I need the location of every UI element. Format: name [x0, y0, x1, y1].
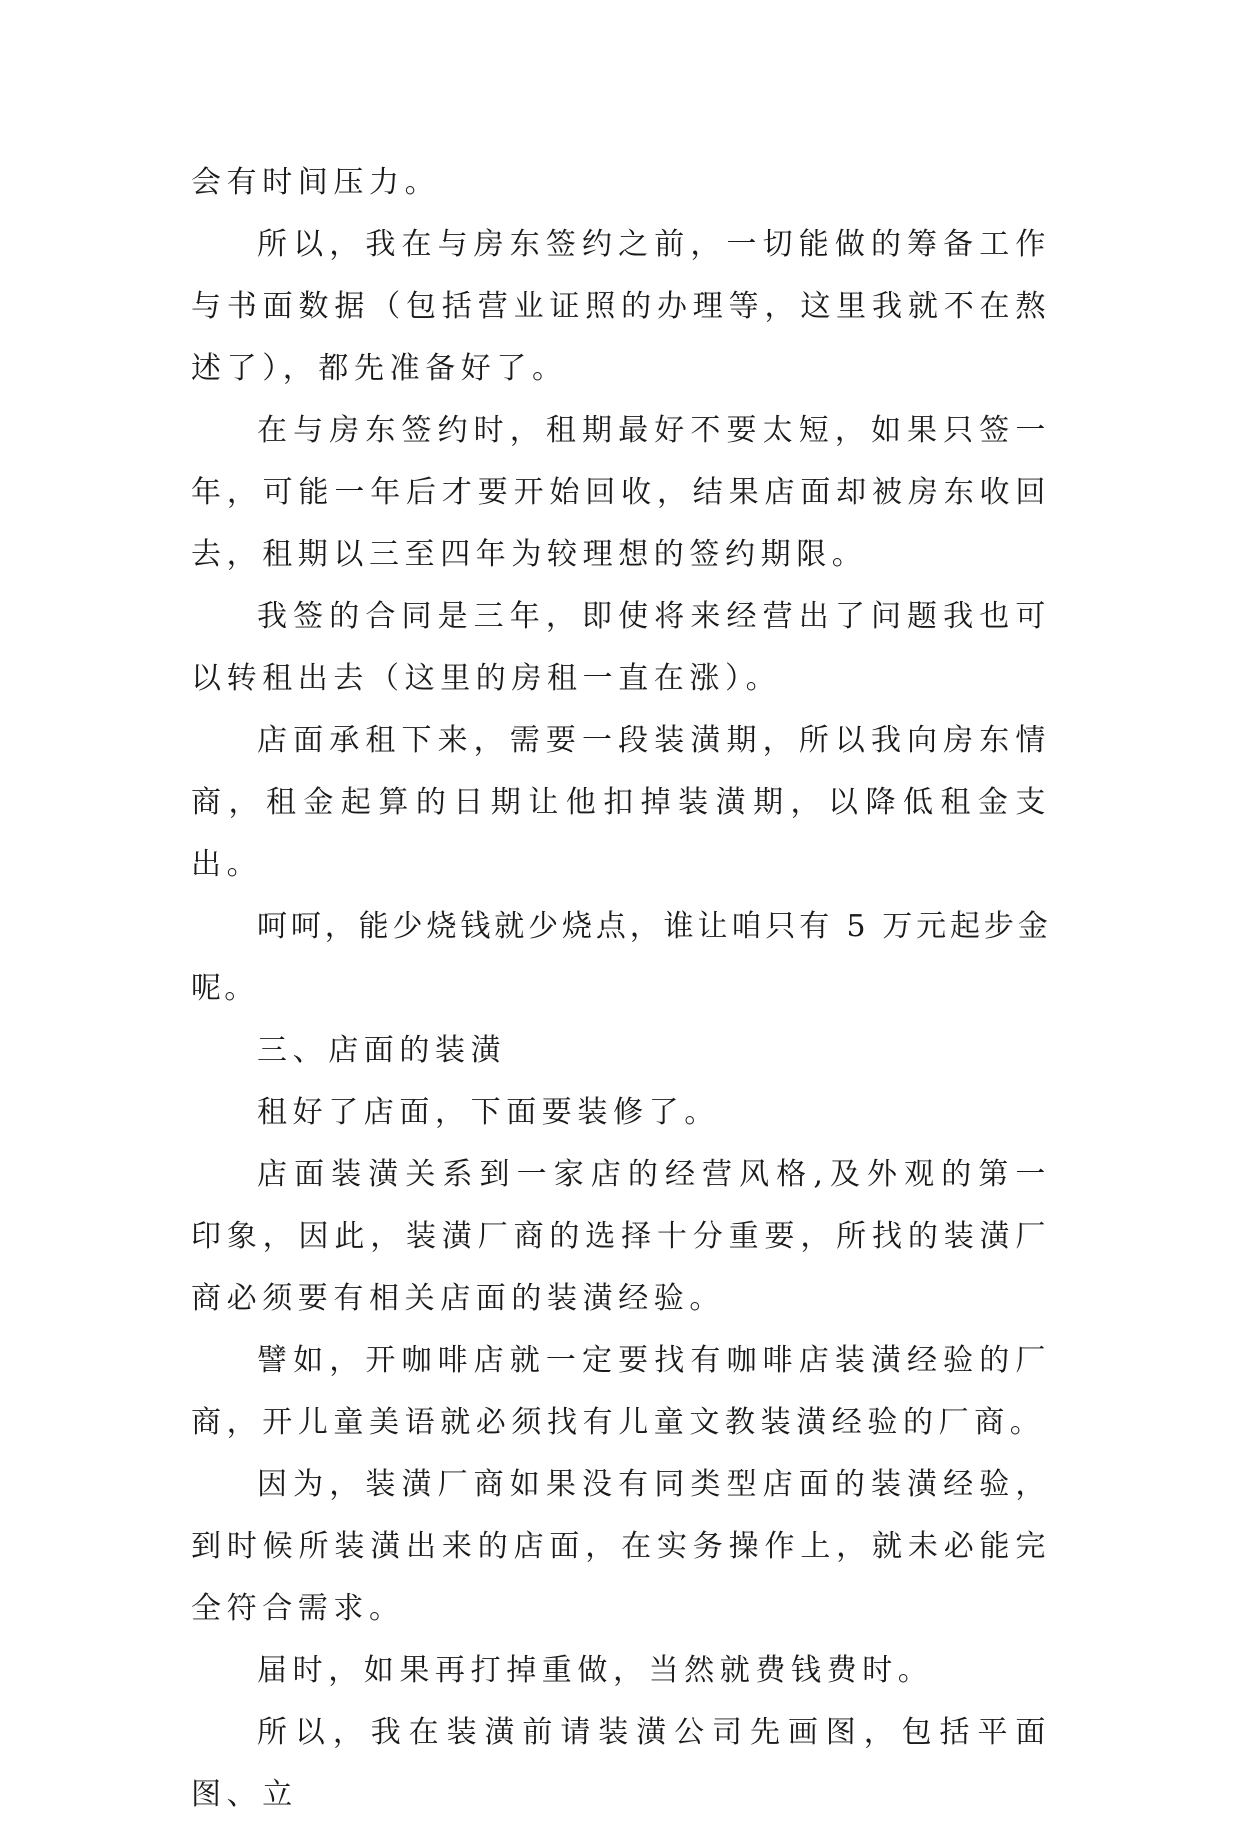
paragraph-continuation: 会有时间压力。: [191, 165, 441, 200]
paragraph-example: 譬如，开咖啡店就一定要找有咖啡店装潢经验的厂商，开儿童美语就必须找有儿童文教装潢经验的厂商。: [191, 1343, 1051, 1440]
paragraph-rework: 届时，如果再打掉重做，当然就费钱费时。: [257, 1653, 934, 1688]
document-body: [191, 152, 1051, 1826]
paragraph-renovation-period: 店面承租下来，需要一段装潢期，所以我向房东情商，租金起算的日期让他扣掉装潢期，以降低租金支出。: [191, 723, 1051, 882]
paragraph-preparation: 所以，我在与房东签约之前，一切能做的筹备工作与书面数据（包括营业证照的办理等，这里我就不在熬述了），都先准备好了。: [191, 227, 1051, 386]
paragraph-rented: 租好了店面，下面要装修了。: [257, 1095, 720, 1130]
paragraph-contract: 我签的合同是三年，即使将来经营出了问题我也可以转租出去（这里的房租一直在涨）。: [191, 599, 1051, 696]
paragraph-drawings: 所以，我在装潢前请装潢公司先画图，包括平面图、立: [191, 1715, 1051, 1812]
paragraph-renovation-style: 店面装潢关系到一家店的经营风格,及外观的第一印象，因此，装潢厂商的选择十分重要，所找的装潢厂商必须要有相关店面的装潢经验。: [191, 1157, 1051, 1316]
paragraph-budget: 呵呵，能少烧钱就少烧点，谁让咱只有 5 万元起步金呢。: [191, 909, 1051, 1006]
section-heading: 三、店面的装潢: [257, 1033, 507, 1068]
paragraph-lease-term: 在与房东签约时，租期最好不要太短，如果只签一年，可能一年后才要开始回收，结果店面却被房东收回去，租期以三至四年为较理想的签约期限。: [191, 413, 1051, 572]
paragraph-reason: 因为，装潢厂商如果没有同类型店面的装潢经验，到时候所装潢出来的店面，在实务操作上，就未必能完全符合需求。: [191, 1467, 1051, 1626]
